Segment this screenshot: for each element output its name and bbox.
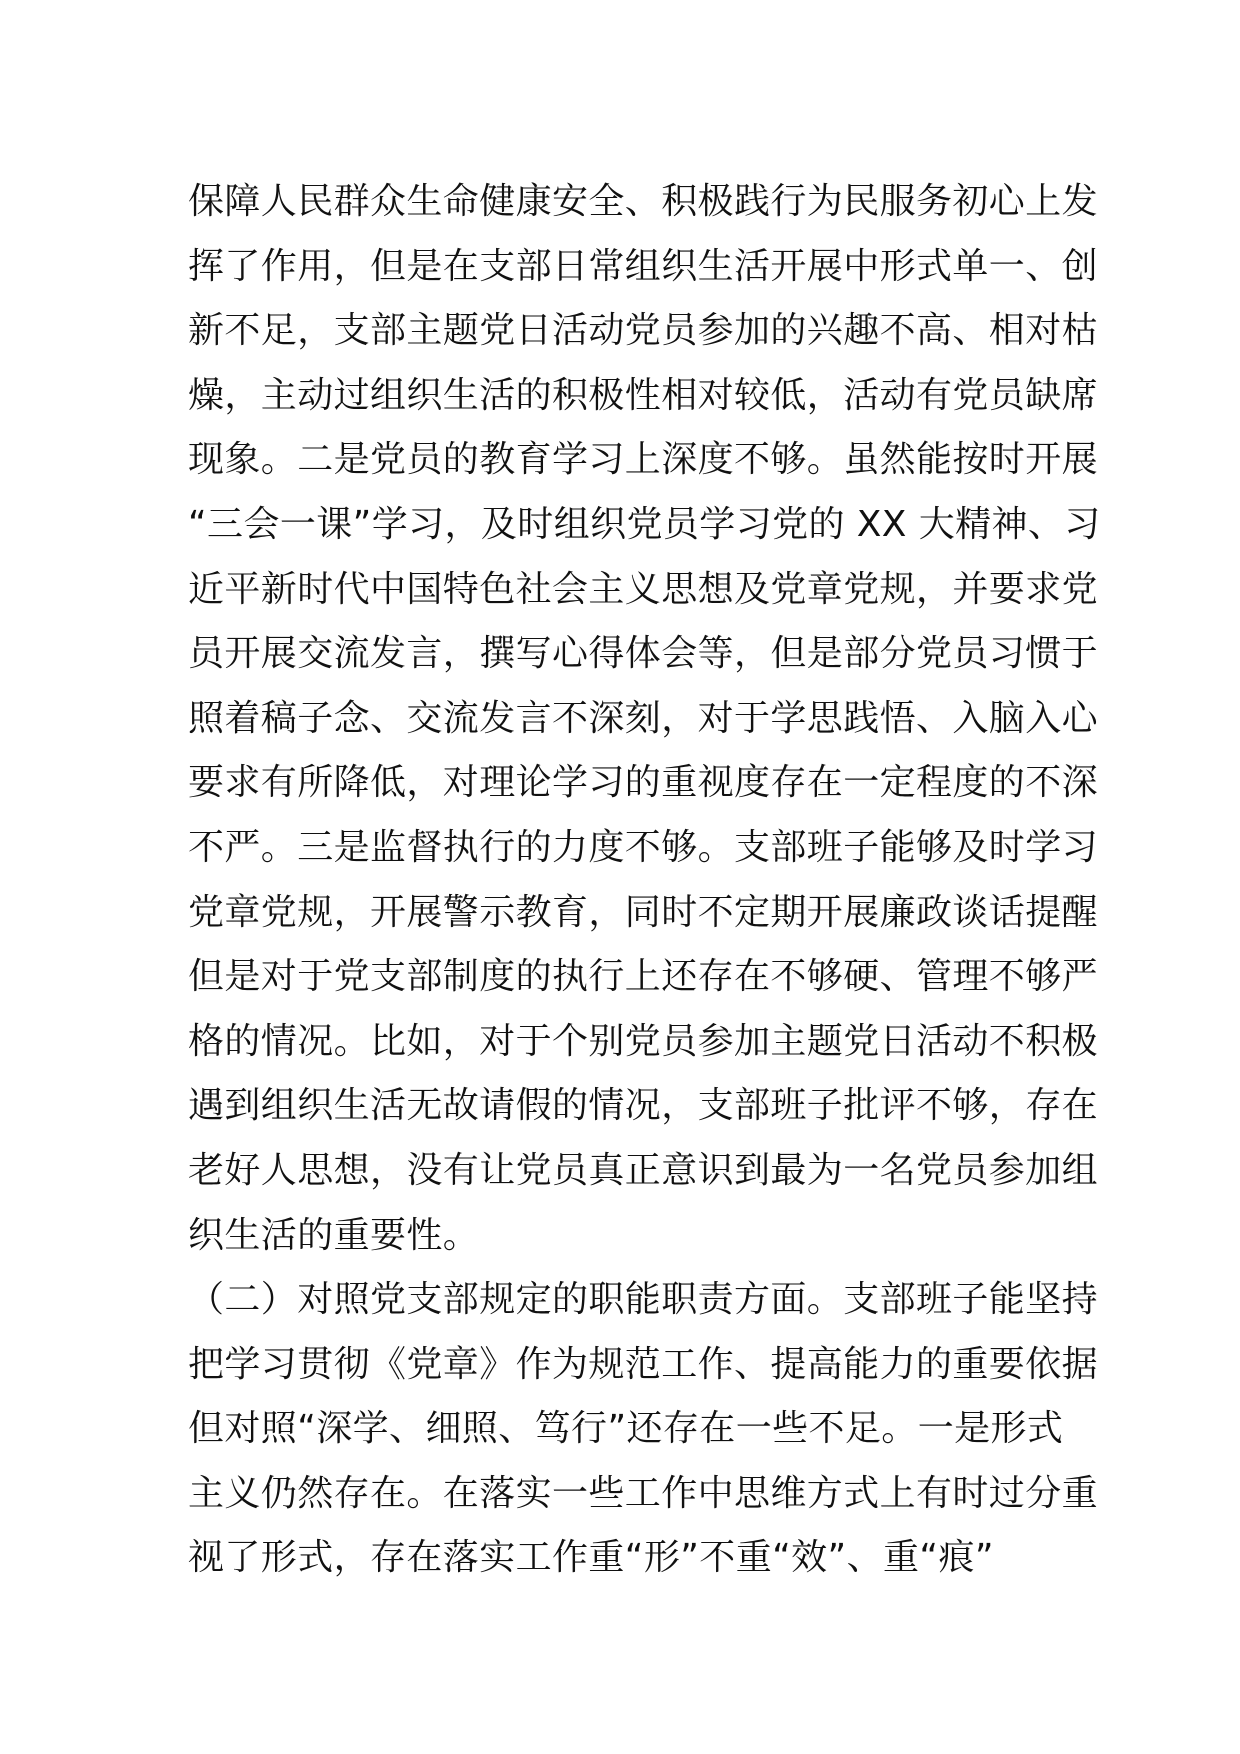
text-line: 照着稿子念、交流发言不深刻，对于学思践悟、入脑入心 — [188, 697, 1099, 739]
text-line: 格的情况。比如，对于个别党员参加主题党日活动不积极 — [188, 1020, 1099, 1062]
text-line: 视了形式，存在落实工作重“形”不重“效”、重“痕” — [188, 1537, 994, 1579]
text-line: “三会一课”学习，及时组织党员学习党的 XX 大精神、习 — [188, 503, 1101, 545]
text-line: 挥了作用，但是在支部日常组织生活开展中形式单一、创 — [188, 245, 1099, 287]
text-line: 遇到组织生活无故请假的情况，支部班子批评不够，存在 — [188, 1085, 1099, 1127]
text-line: 主义仍然存在。在落实一些工作中思维方式上有时过分重 — [188, 1472, 1099, 1514]
text-line: 现象。二是党员的教育学习上深度不够。虽然能按时开展 — [188, 439, 1099, 481]
section-heading-line: （二）对照党支部规定的职能职责方面。支部班子能坚持 — [188, 1279, 1099, 1321]
text-line: 员开展交流发言，撰写心得体会等，但是部分党员习惯于 — [188, 633, 1099, 675]
text-line: 近平新时代中国特色社会主义思想及党章党规，并要求党 — [188, 568, 1099, 610]
text-line: 但是对于党支部制度的执行上还存在不够硬、管理不够严 — [188, 956, 1099, 998]
text-line: 要求有所降低，对理论学习的重视度存在一定程度的不深 — [188, 762, 1099, 804]
text-line: 但对照“深学、细照、笃行”还存在一些不足。一是形式 — [188, 1408, 1064, 1450]
body-text — [188, 170, 1101, 1591]
text-line: 燥，主动过组织生活的积极性相对较低，活动有党员缺席 — [188, 374, 1099, 416]
text-line: 新不足，支部主题党日活动党员参加的兴趣不高、相对枯 — [188, 310, 1099, 352]
text-line: 不严。三是监督执行的力度不够。支部班子能够及时学习 — [188, 826, 1099, 868]
text-line: 把学习贯彻《党章》作为规范工作、提高能力的重要依据 — [188, 1343, 1099, 1385]
text-line: 党章党规，开展警示教育，同时不定期开展廉政谈话提醒 — [188, 891, 1099, 933]
text-line: 织生活的重要性。 — [188, 1214, 480, 1256]
text-line: 保障人民群众生命健康安全、积极践行为民服务初心上发 — [188, 181, 1099, 222]
text-line: 老好人思想，没有让党员真正意识到最为一名党员参加组 — [188, 1149, 1099, 1191]
